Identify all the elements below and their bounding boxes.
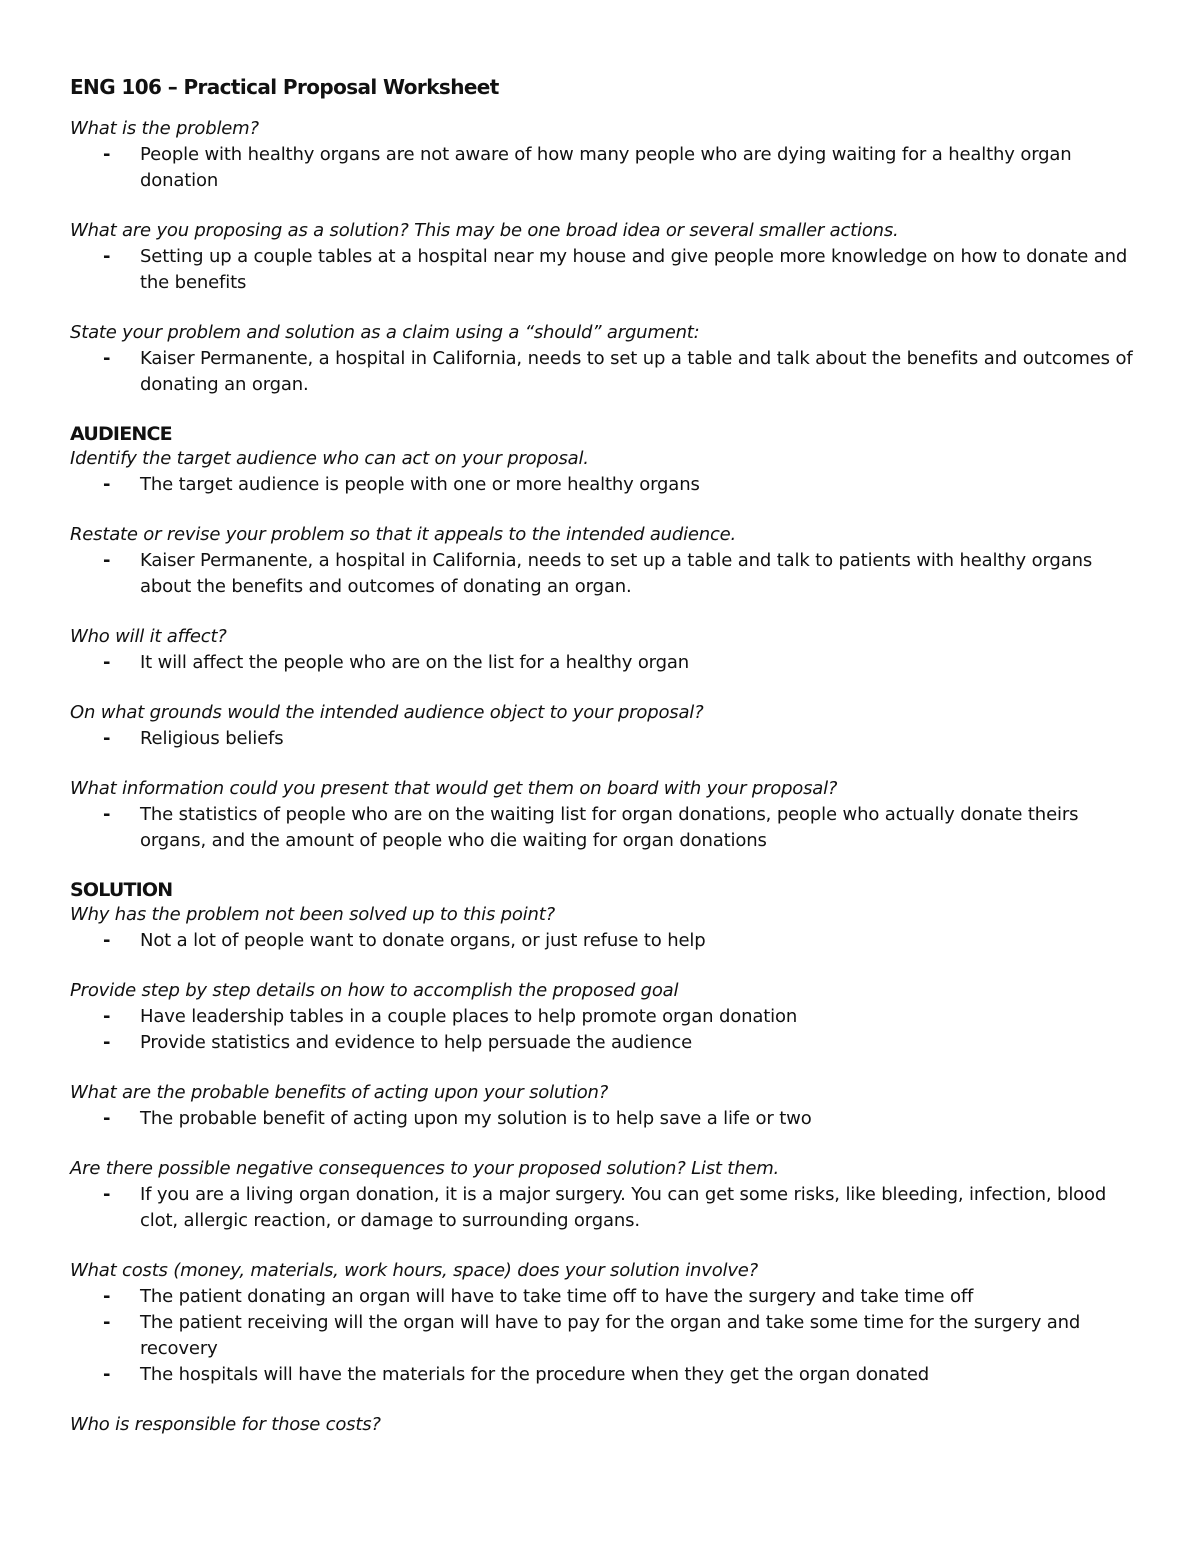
answer-list — [70, 142, 1140, 194]
question-block — [70, 522, 1140, 600]
question-block — [70, 1080, 1140, 1132]
answer-item: - Setting up a couple tables at a hospital near my house and give people more knowledge on how to donate and the benefits — [70, 244, 1140, 296]
document-title: ENG 106 – Practical Proposal Worksheet — [70, 75, 499, 99]
question-prompt: Provide step by step details on how to accomplish the proposed goal — [70, 980, 679, 1001]
question-prompt: What information could you present that would get them on board with your proposal? — [70, 778, 838, 799]
answer-item: - If you are a living organ donation, it is a major surgery. You can get some risks, like bleeding, infection, blood clot, allergic reaction, or damage to surrounding organs. — [70, 1182, 1140, 1234]
answer-list — [70, 928, 1140, 954]
question-block — [70, 624, 1140, 676]
question-prompt: What are the probable benefits of acting upon your solution? — [70, 1082, 609, 1103]
audience-section — [70, 446, 1140, 854]
question-block — [70, 1258, 1140, 1388]
answer-item: - Kaiser Permanente, a hospital in California, needs to set up a table and talk about the benefits and outcomes of donating an organ. — [70, 346, 1140, 398]
answer-list — [70, 1106, 1140, 1132]
question-prompt: Why has the problem not been solved up to this point? — [70, 904, 555, 925]
worksheet-document — [70, 72, 1140, 1462]
answer-list — [70, 472, 1140, 498]
answer-list — [70, 346, 1140, 398]
solution-section — [70, 902, 1140, 1438]
question-prompt: State your problem and solution as a claim using a “should” argument: — [70, 322, 700, 343]
question-block — [70, 320, 1140, 398]
answer-list — [70, 244, 1140, 296]
answer-list — [70, 802, 1140, 854]
answer-item: - The statistics of people who are on the waiting list for organ donations, people who actually donate theirs organs, and the amount of people who die waiting for organ donations — [70, 802, 1140, 854]
answer-item: - People with healthy organs are not aware of how many people who are dying waiting for a healthy organ donation — [70, 142, 1140, 194]
question-block — [70, 978, 1140, 1056]
audience-heading: AUDIENCE — [70, 423, 172, 445]
question-prompt: What costs (money, materials, work hours, space) does your solution involve? — [70, 1260, 759, 1281]
answer-list — [70, 1182, 1140, 1234]
answer-item: - The patient donating an organ will have to take time off to have the surgery and take time off — [70, 1284, 1140, 1310]
answer-list — [70, 1284, 1140, 1388]
answer-list — [70, 726, 1140, 752]
question-block — [70, 116, 1140, 194]
answer-item: - The hospitals will have the materials for the procedure when they get the organ donated — [70, 1362, 1140, 1388]
answer-item: - The probable benefit of acting upon my solution is to help save a life or two — [70, 1106, 1140, 1132]
question-prompt: What are you proposing as a solution? This may be one broad idea or several smaller actions. — [70, 220, 899, 241]
answer-list — [70, 650, 1140, 676]
answer-item: - The target audience is people with one or more healthy organs — [70, 472, 1140, 498]
question-block — [70, 1412, 1140, 1438]
answer-item: - It will affect the people who are on the list for a healthy organ — [70, 650, 1140, 676]
question-block — [70, 446, 1140, 498]
question-prompt: Are there possible negative consequences to your proposed solution? List them. — [70, 1158, 780, 1179]
question-block — [70, 700, 1140, 752]
answer-item: - The patient receiving will the organ will have to pay for the organ and take some time for the surgery and recovery — [70, 1310, 1140, 1362]
answer-list — [70, 1004, 1140, 1056]
answer-list — [70, 548, 1140, 600]
question-prompt: Who is responsible for those costs? — [70, 1414, 381, 1435]
question-block — [70, 776, 1140, 854]
question-block — [70, 902, 1140, 954]
answer-item: - Have leadership tables in a couple places to help promote organ donation — [70, 1004, 1140, 1030]
answer-item: - Provide statistics and evidence to help persuade the audience — [70, 1030, 1140, 1056]
question-prompt: On what grounds would the intended audience object to your proposal? — [70, 702, 704, 723]
question-block — [70, 1156, 1140, 1234]
question-prompt: What is the problem? — [70, 118, 259, 139]
question-prompt: Restate or revise your problem so that it appeals to the intended audience. — [70, 524, 737, 545]
answer-item: - Not a lot of people want to donate organs, or just refuse to help — [70, 928, 1140, 954]
question-prompt: Identify the target audience who can act on your proposal. — [70, 448, 589, 469]
answer-item: - Religious beliefs — [70, 726, 1140, 752]
question-block — [70, 218, 1140, 296]
solution-heading: SOLUTION — [70, 879, 173, 901]
answer-item: - Kaiser Permanente, a hospital in California, needs to set up a table and talk to patients with healthy organs about the benefits and outcomes of donating an organ. — [70, 548, 1140, 600]
intro-section — [70, 116, 1140, 398]
question-prompt: Who will it affect? — [70, 626, 227, 647]
